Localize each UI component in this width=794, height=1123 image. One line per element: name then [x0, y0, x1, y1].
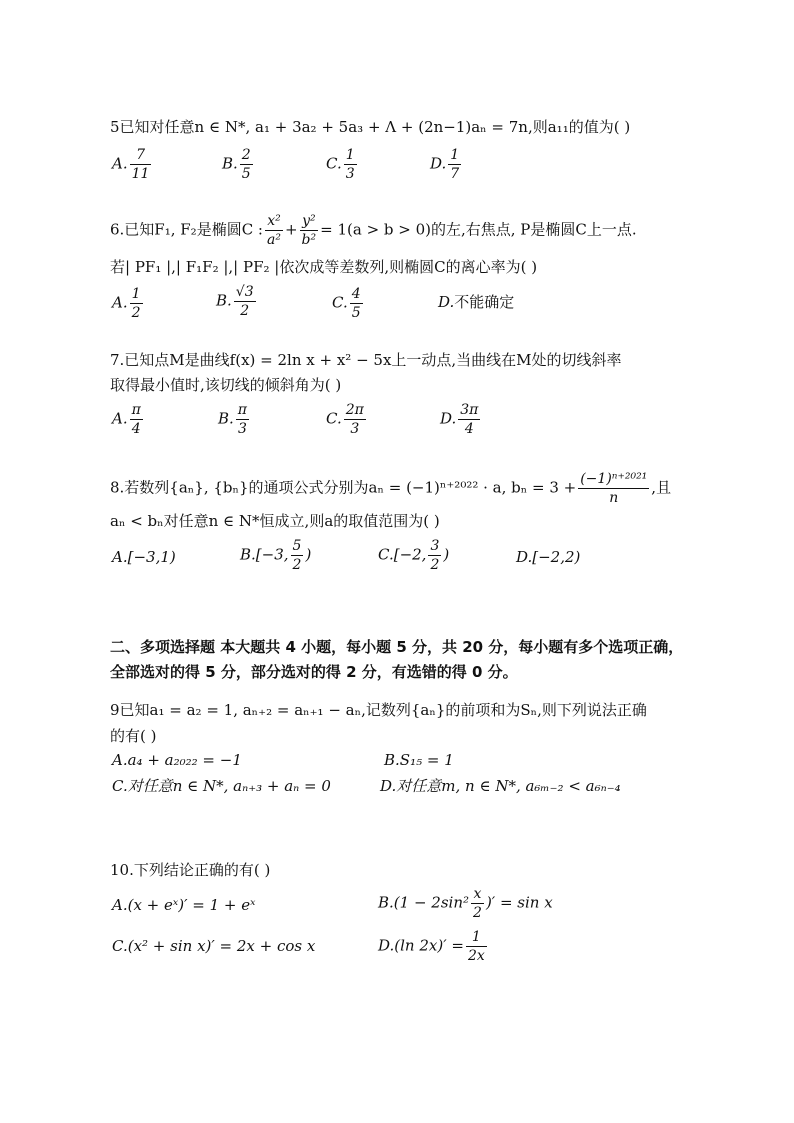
- option-fraction: $\frac{1}{7}$: [450, 147, 460, 182]
- q8-option-c: C.[−2, $\frac{3}{2}$ ): [378, 538, 450, 573]
- q7-option-b: B. $\frac{\pi}{3}$: [218, 402, 247, 437]
- q5-option-d: [430, 146, 463, 183]
- option-fraction: $\frac{1}{3}$: [345, 147, 355, 182]
- q7-option-c: C. $\frac{2\pi}{3}$: [326, 402, 364, 437]
- q5-stem: 5已知对任意n ∈ N*, a₁ + 3a₂ + 5a₃ + Λ + (2n−1)aₙ = 7n,则a₁₁的值为( ): [110, 118, 631, 136]
- q8-option-d: D.[−2,2): [516, 548, 581, 566]
- q5-option-c: [326, 146, 359, 183]
- q10-option-b: B.(1 − 2sin² $\frac{x}{2}$ )′ = sin x: [378, 886, 553, 921]
- q9-option-c: C.对任意n ∈ N*, aₙ₊₃ + aₙ = 0: [112, 777, 331, 795]
- q5-option-a: [112, 146, 153, 183]
- q5-option-b: [222, 146, 255, 183]
- option-letter: D.: [430, 154, 447, 173]
- section-heading-line2: 全部选对的得 5 分，部分选对的得 2 分，有选错的得 0 分。: [110, 663, 518, 681]
- q7-stem-line1: 7.已知点M是曲线f(x) = 2ln x + x² − 5x上一动点,当曲线在M处的切线斜率: [110, 351, 622, 369]
- q8-option-b: B.[−3, $\frac{5}{2}$ ): [240, 538, 312, 573]
- q9-stem-line1: 9已知a₁ = a₂ = 1, aₙ₊₂ = aₙ₊₁ − aₙ,记数列{aₙ}的前项和为Sₙ,则下列说法正确: [110, 701, 647, 719]
- q9-stem-line2: 的有( ): [110, 727, 157, 745]
- q6-option-c: C. $\frac{4}{5}$: [332, 286, 361, 321]
- q6-option-a: A. $\frac{1}{2}$: [112, 286, 141, 321]
- q6-stem-line1: 6.已知F₁, F₂是椭圆C : $\frac{\text{x²}}{\text{a²}}$ + $\frac{\text{y²}}{\text{b²}}$ = 1(a > b > 0)的左,右焦点, P是椭圆C上一点.: [110, 213, 637, 248]
- option-letter: B.: [222, 154, 238, 173]
- q8-option-a: A.[−3,1): [112, 548, 176, 566]
- q10-option-c: C.(x² + sin x)′ = 2x + cos x: [112, 937, 316, 955]
- q9-option-a: A.a₄ + a₂₀₂₂ = −1: [112, 751, 242, 769]
- q7-option-d: D. $\frac{3\pi}{4}$: [440, 402, 479, 437]
- option-fraction: $\frac{2}{5}$: [241, 147, 251, 182]
- q7-stem-line2: 取得最小值时,该切线的倾斜角为( ): [110, 376, 342, 394]
- q9-option-d: D.对任意m, n ∈ N*, a₆ₘ₋₂ < a₆ₙ₋₄: [380, 777, 621, 795]
- q7-option-a: A. $\frac{\pi}{4}$: [112, 402, 141, 437]
- q6-frac-y: $\frac{\text{y²}}{\text{b²}}$: [301, 213, 317, 248]
- q8-stem-line2: aₙ < bₙ对任意n ∈ N*恒成立,则a的取值范围为( ): [110, 512, 440, 530]
- q8-frac: $\frac{\text{(−1)ⁿ⁺²⁰²¹}}{n}$: [580, 471, 648, 506]
- option-letter: A.: [112, 154, 128, 173]
- q10-option-a: A.(x + eˣ)′ = 1 + eˣ: [112, 896, 256, 914]
- q6-stem-line2: 若| PF₁ |,| F₁F₂ |,| PF₂ |依次成等差数列,则椭圆C的离心率为( ): [110, 258, 538, 276]
- q10-option-d: D.(ln 2x)′ = $\frac{1}{2x}$: [378, 929, 485, 964]
- q6-option-d: D.不能确定: [438, 293, 515, 311]
- q6-frac-x: $\frac{\text{x²}}{\text{a²}}$: [267, 213, 281, 248]
- q10-stem: 10.下列结论正确的有( ): [110, 861, 271, 879]
- option-fraction: $\frac{7}{11}$: [131, 147, 150, 182]
- q8-stem-line1: 8.若数列{aₙ}, {bₙ}的通项公式分别为aₙ = (−1)ⁿ⁺²⁰²² · a, bₙ = 3 + $\frac{\text{(−1)ⁿ⁺²⁰²¹}}{n}$ ,且: [110, 471, 672, 506]
- q6-option-b: B. $\frac{√3}{2}$: [216, 284, 254, 319]
- section-heading-line1: 二、多项选择题 本大题共 4 小题，每小题 5 分，共 20 分，每小题有多个选项正确，: [110, 638, 684, 656]
- option-letter: C.: [326, 154, 342, 173]
- q9-option-b: B.S₁₅ = 1: [384, 751, 454, 769]
